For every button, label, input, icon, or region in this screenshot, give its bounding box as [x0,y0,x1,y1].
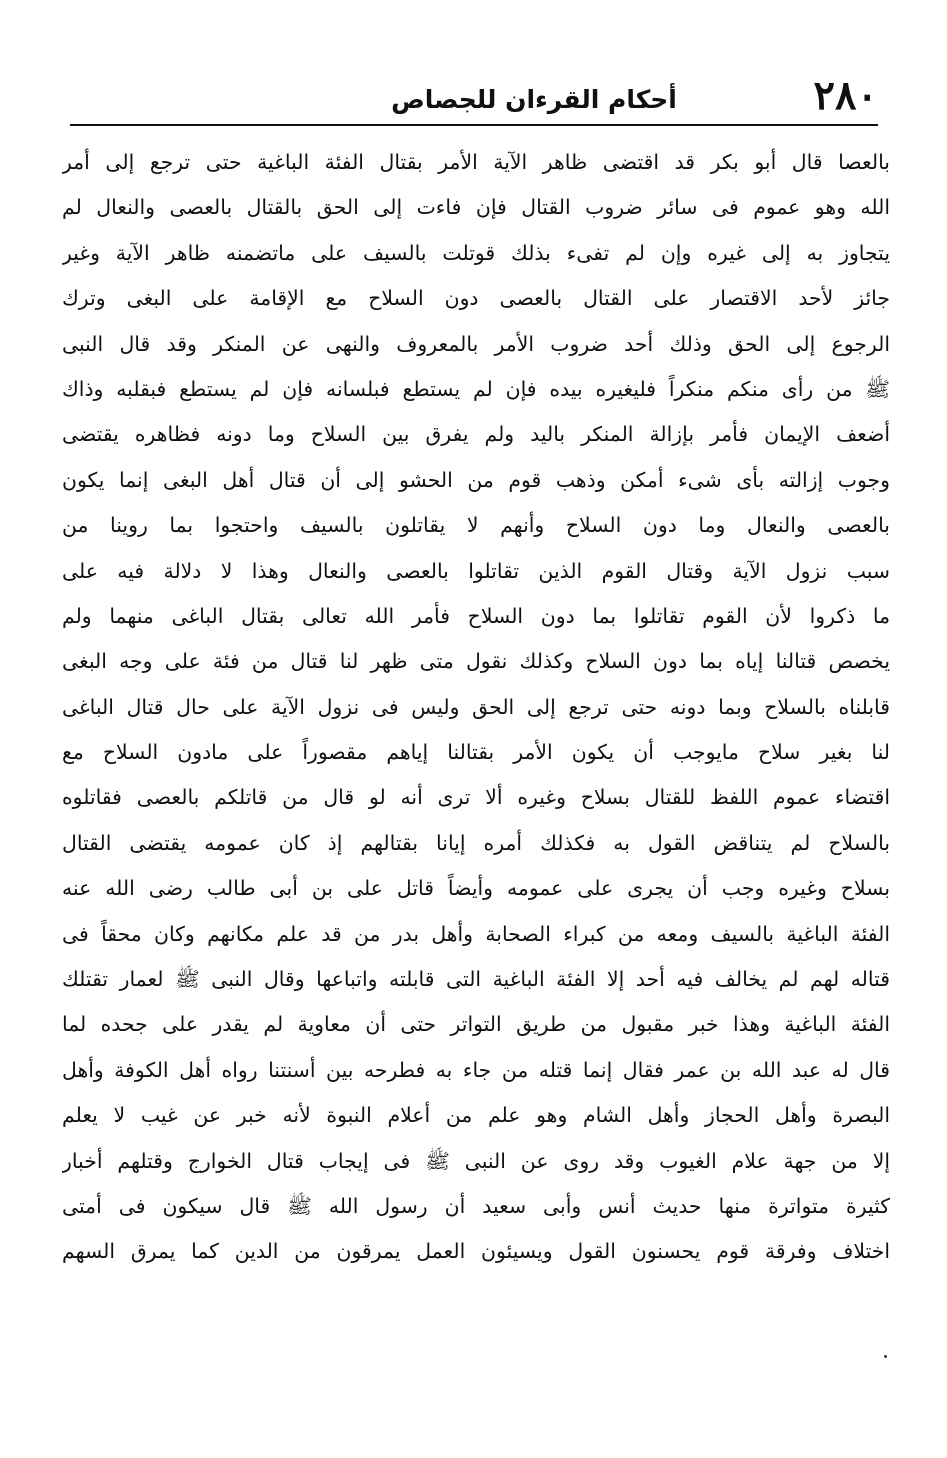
text-line: جائز لأحد الاقتصار على القتال بالعصى دون السلاح مع الإقامة على البغى وترك [62,286,890,311]
running-title: أحكام القرءان للجصاص [391,85,677,114]
text-line: البصرة وأهل الحجاز وأهل الشام وهو علم من أعلام النبوة لأنه خبر عن غيب لا يعلم [62,1103,890,1128]
body-text [62,140,890,1275]
page-header [70,72,878,122]
text-line: وجوب إزالته بأى شىء أمكن وذهب قوم من الحشو إلى أن قتال أهل البغى إنما يكون [62,467,890,492]
text-line: بسلاح وغيره وجب أن يجرى على عمومه وأيضاً قاتل على بن أبى طالب رضى الله عنه [62,876,890,901]
text-line: الرجوع إلى الحق وذلك أحد ضروب الأمر بالمعروف والنهى عن المنكر وقد قال النبى [62,331,890,356]
page-number: ٢٨٠ [813,72,878,119]
text-line: الفئة الباغية بالسيف ومعه من كبراء الصحابة وأهل بدر من قد علم مكانهم وكان محقاً فى [62,921,890,946]
text-line: قتاله لهم لم يخالف فيه أحد إلا الفئة الباغية التى قابلته واتباعها وقال النبى ﷺ لعمار تقتلك [62,967,890,992]
text-line: قال له عبد الله بن عمر فقال إنما قتله من جاء به فطرحه بين أسنتنا رواه أهل الكوفة وأهل [62,1057,890,1082]
text-line: اقتضاء عموم اللفظ للقتال بسلاح وغيره ألا ترى أنه لو قال من قاتلكم بالعصى فقاتلوه [62,785,890,810]
text-line: لنا بغير سلاح مايوجب أن يكون الأمر بقتالنا إياهم مقصوراً على مادون السلاح مع [62,740,890,765]
text-line: أضعف الإيمان فأمر بإزالة المنكر باليد ولم يفرق بين السلاح وما دونه فظاهره يقتضى [62,422,890,447]
text-line: بالعصا قال أبو بكر قد اقتضى ظاهر الآية الأمر بقتال الفئة الباغية حتى ترجع إلى أمر [62,150,890,174]
text-line: الله وهو عموم فى سائر ضروب القتال فإن فاءت إلى الحق بالقتال بالعصى والنعال لم [62,195,890,220]
text-line: يخصص قتالنا إياه بما دون السلاح وكذلك نقول متى ظهر لنا قتال من فئة على وجه البغى [62,649,890,674]
text-line: ما ذكروا لأن القوم تقاتلوا بما دون السلاح فأمر الله تعالى بقتال الباغى منهما ولم [62,603,890,628]
scan-speck [884,1355,887,1358]
text-line: سبب نزول الآية وقتال القوم الذين تقاتلوا بالعصى والنعال وهذا لا دلالة فيه على [62,558,890,583]
text-line: يتجاوز به إلى غيره وإن لم تفىء بذلك قوتلت بالسيف على ماتضمنه ظاهر الآية وغير [62,240,890,265]
text-line: اختلاف وفرقة قوم يحسنون القول ويسيئون العمل يمرقون من الدين كما يمرق السهم [62,1239,890,1264]
header-rule [70,124,878,126]
text-line: كثيرة متواترة منها حديث أنس وأبى سعيد أن رسول الله ﷺ قال سيكون فى أمتى [62,1193,890,1218]
text-line: بالعصى والنعال وما دون السلاح وأنهم لا يقاتلون بالسيف واحتجوا بما روينا من [62,513,890,538]
text-line: قابلناه بالسلاح وبما دونه حتى ترجع إلى الحق وليس فى نزول الآية على حال قتال الباغى [62,694,890,719]
text-line: بالسلاح لم يتناقض القول به فكذلك أمره إيانا بقتالهم إذ كان عمومه يقتضى القتال [62,830,890,855]
text-line: ﷺ من رأى منكم منكراً فليغيره بيده فإن لم يستطع فبلسانه فإن لم يستطع فبقلبه وذاك [62,376,890,401]
text-line: الفئة الباغية وهذا خبر مقبول من طريق التواتر حتى أن معاوية لم يقدر على جحده لما [62,1012,890,1037]
text-line: إلا من جهة علام الغيوب وقد روى عن النبى ﷺ فى إيجاب قتال الخوارج وقتلهم أخبار [62,1148,890,1173]
